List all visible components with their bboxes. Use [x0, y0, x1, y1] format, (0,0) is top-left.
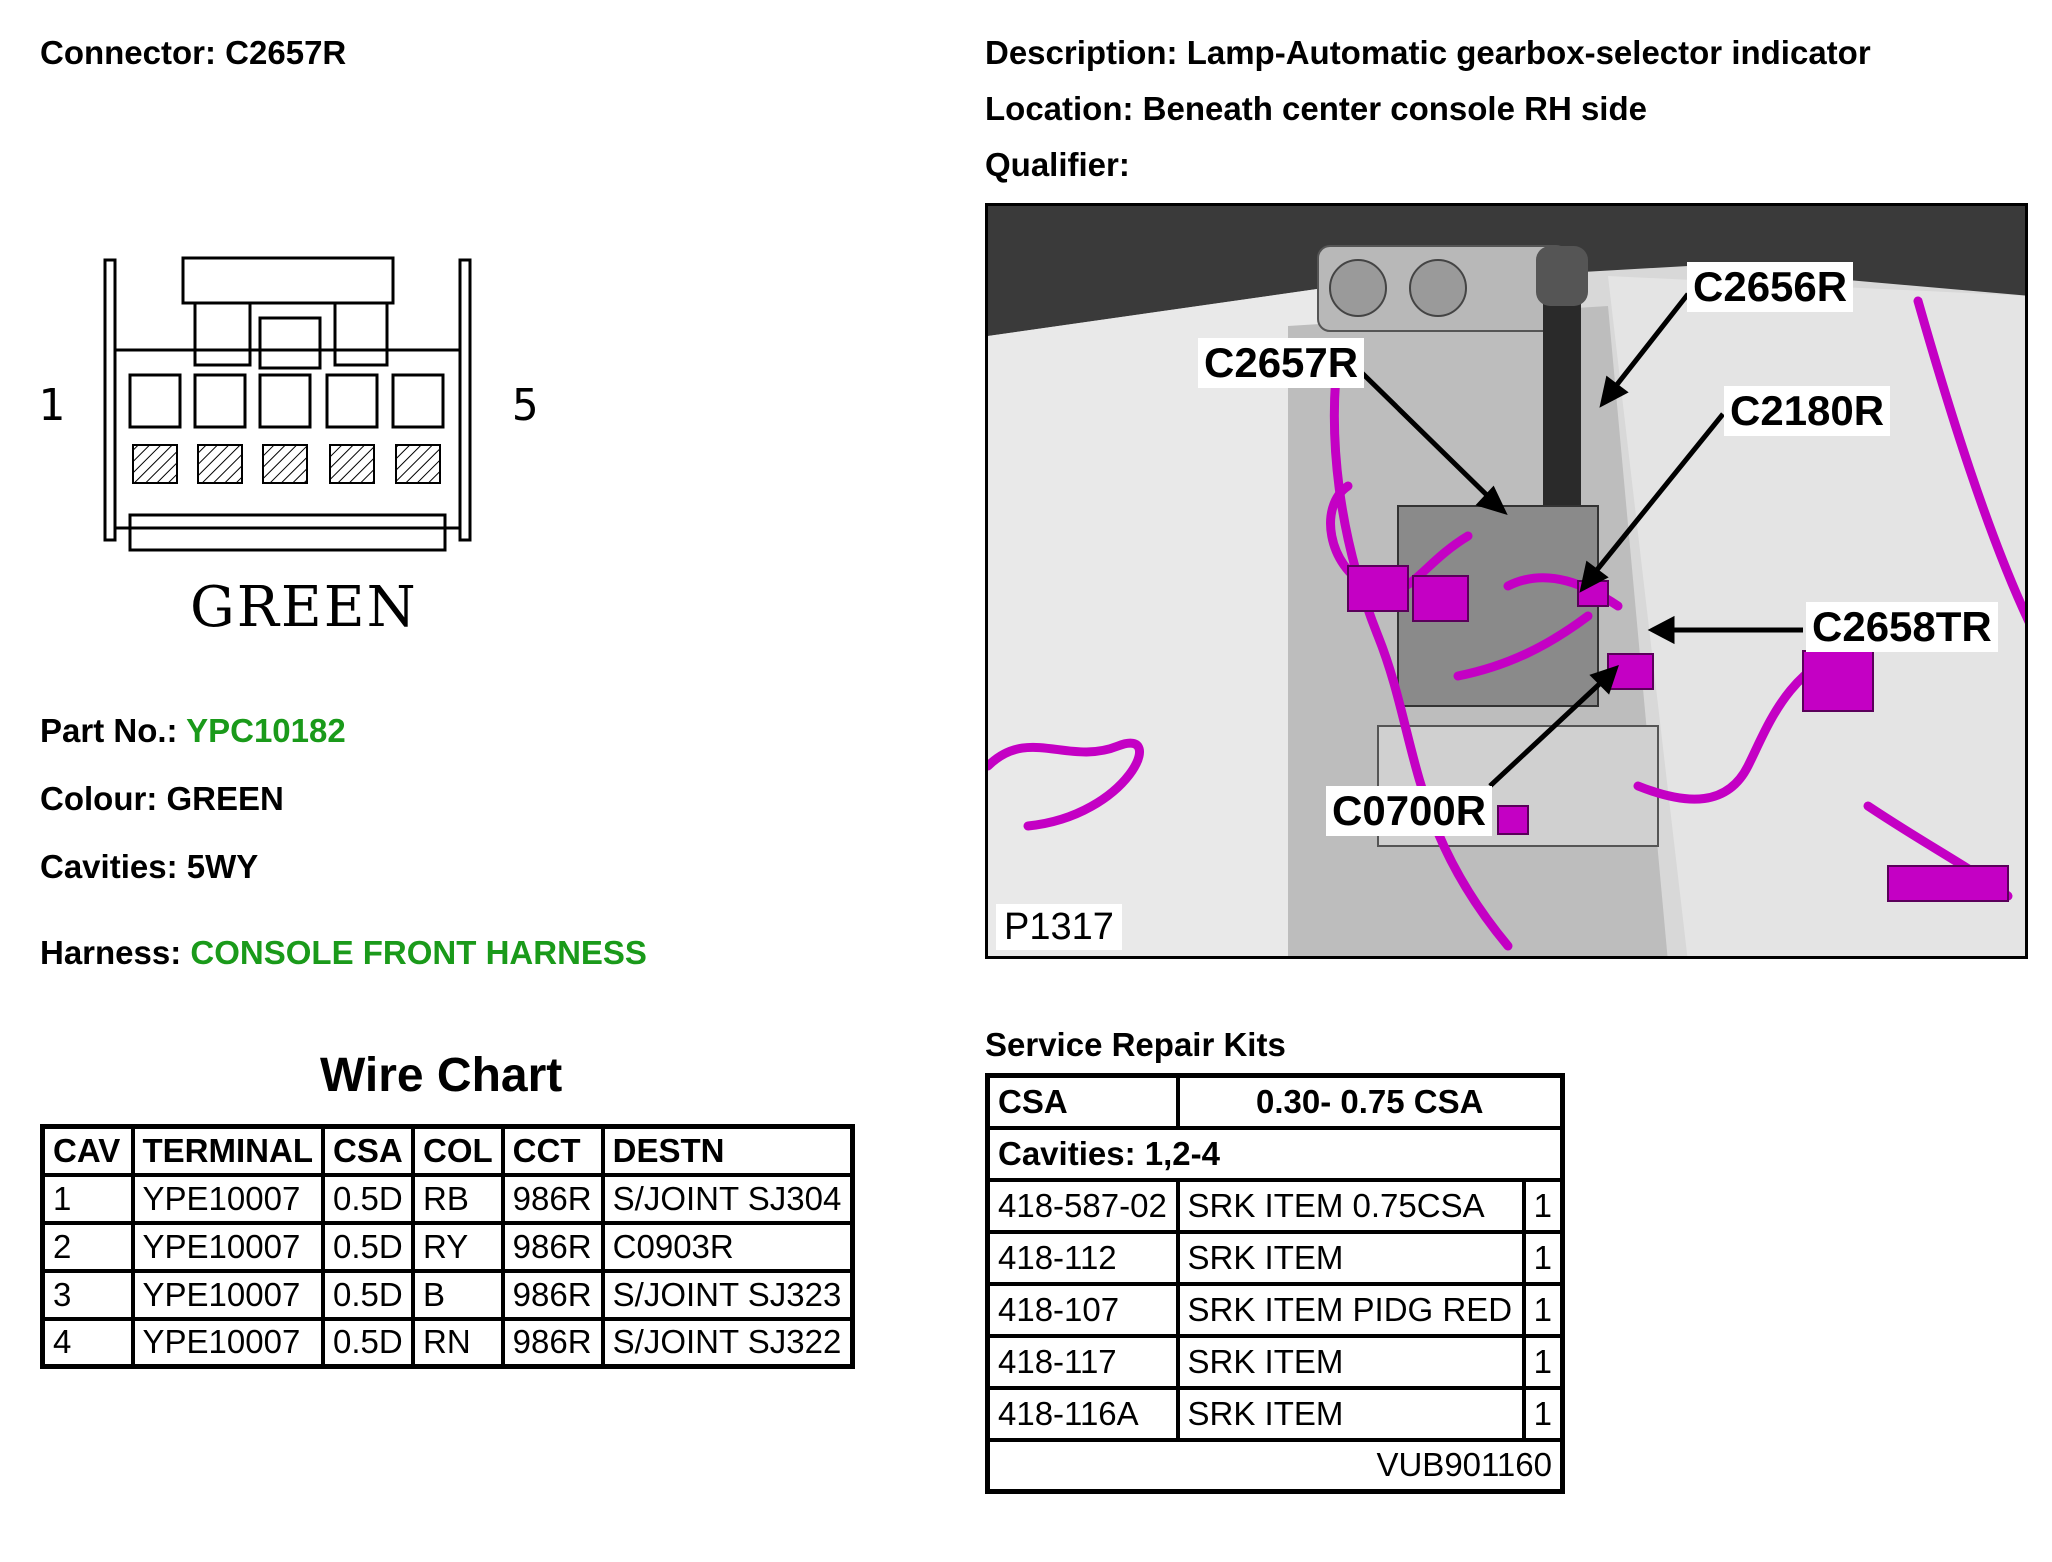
- qualifier-label: Qualifier:: [985, 146, 1130, 183]
- table-row: [988, 1388, 1563, 1440]
- qualifier-line: [985, 146, 1130, 184]
- callout-c2658tr: C2658TR: [1806, 602, 1998, 652]
- callout-c2656r: C2656R: [1687, 262, 1853, 312]
- cell-terminal: YPE10007: [133, 1319, 323, 1367]
- table-row: [988, 1284, 1563, 1336]
- location-photo: [985, 203, 2028, 959]
- cell-cav: 1: [43, 1175, 133, 1223]
- harness-label: Harness:: [40, 934, 182, 971]
- cell-cav: 2: [43, 1223, 133, 1271]
- part-no-line: [40, 712, 346, 750]
- table-row: [43, 1175, 853, 1223]
- cell-csa: 0.5D: [323, 1319, 413, 1367]
- srk-footer-code: VUB901160: [988, 1440, 1563, 1492]
- cell-destn: S/JOINT SJ323: [603, 1271, 853, 1319]
- srk-description: SRK ITEM PIDG RED: [1178, 1284, 1524, 1336]
- srk-cavities: Cavities: 1,2-4: [988, 1128, 1563, 1180]
- srk-part-number: 418-116A: [988, 1388, 1178, 1440]
- wire-chart-table: [40, 1124, 855, 1369]
- header-csa: CSA: [323, 1127, 413, 1175]
- srk-part-number: 418-587-02: [988, 1180, 1178, 1232]
- colour-label: Colour:: [40, 780, 158, 817]
- cell-col: RN: [413, 1319, 503, 1367]
- wire-chart-title: Wire Chart: [320, 1049, 563, 1102]
- table-row: [988, 1232, 1563, 1284]
- srk-description: SRK ITEM: [1178, 1388, 1524, 1440]
- callout-c2180r: C2180R: [1724, 386, 1890, 436]
- srk-part-number: 418-112: [988, 1232, 1178, 1284]
- cell-col: RY: [413, 1223, 503, 1271]
- connector-colour-label: GREEN: [190, 575, 418, 640]
- connector-body: [115, 350, 460, 528]
- vehicle-interior-illustration: [988, 206, 2028, 959]
- cell-cct: 986R: [503, 1223, 603, 1271]
- cell-csa: 0.5D: [323, 1175, 413, 1223]
- cell-terminal: YPE10007: [133, 1175, 323, 1223]
- cell-csa: 0.5D: [323, 1271, 413, 1319]
- srk-qty: 1: [1524, 1388, 1563, 1440]
- table-row: [988, 1336, 1563, 1388]
- pin-5-label: 5: [512, 380, 539, 431]
- description-label: Description:: [985, 34, 1178, 71]
- cell-destn: S/JOINT SJ304: [603, 1175, 853, 1223]
- srk-footer-row: [988, 1440, 1563, 1492]
- srk-qty: 1: [1524, 1232, 1563, 1284]
- connector-label: Connector:: [40, 34, 216, 71]
- cell-col: B: [413, 1271, 503, 1319]
- location-value: Beneath center console RH side: [1142, 90, 1647, 127]
- cell-terminal: YPE10007: [133, 1271, 323, 1319]
- cavities-value: 5WY: [186, 848, 259, 885]
- cavities-label: Cavities:: [40, 848, 178, 885]
- header-col: COL: [413, 1127, 503, 1175]
- header-destn: DESTN: [603, 1127, 853, 1175]
- srk-table: [985, 1073, 1565, 1494]
- srk-description: SRK ITEM: [1178, 1232, 1524, 1284]
- srk-qty: 1: [1524, 1180, 1563, 1232]
- header-terminal: TERMINAL: [133, 1127, 323, 1175]
- harness-line: [40, 934, 647, 972]
- cavities-line: [40, 848, 258, 886]
- part-no-label: Part No.:: [40, 712, 178, 749]
- table-row: [43, 1223, 853, 1271]
- srk-part-number: 418-117: [988, 1336, 1178, 1388]
- cell-destn: C0903R: [603, 1223, 853, 1271]
- srk-csa-row: [988, 1076, 1563, 1128]
- location-line: [985, 90, 1647, 128]
- srk-csa-value: 0.30- 0.75 CSA: [1178, 1076, 1563, 1128]
- pin-1-label: 1: [38, 380, 65, 431]
- callout-c0700r: C0700R: [1326, 786, 1492, 836]
- cell-destn: S/JOINT SJ322: [603, 1319, 853, 1367]
- srk-qty: 1: [1524, 1284, 1563, 1336]
- cell-col: RB: [413, 1175, 503, 1223]
- header-cct: CCT: [503, 1127, 603, 1175]
- connector-line: [40, 34, 346, 72]
- part-no-value: YPC10182: [186, 712, 346, 749]
- wire-chart-header-row: [43, 1127, 853, 1175]
- srk-csa-label: CSA: [988, 1076, 1178, 1128]
- description-line: [985, 34, 1871, 72]
- cell-cav: 4: [43, 1319, 133, 1367]
- harness-value: CONSOLE FRONT HARNESS: [190, 934, 647, 971]
- table-row: [43, 1271, 853, 1319]
- cell-csa: 0.5D: [323, 1223, 413, 1271]
- colour-line: [40, 780, 284, 818]
- cell-cct: 986R: [503, 1319, 603, 1367]
- picture-number: P1317: [996, 904, 1122, 950]
- cell-cav: 3: [43, 1271, 133, 1319]
- header-cav: CAV: [43, 1127, 133, 1175]
- location-label: Location:: [985, 90, 1134, 127]
- srk-cavities-row: [988, 1128, 1563, 1180]
- table-row: [43, 1319, 853, 1367]
- colour-value: GREEN: [166, 780, 284, 817]
- srk-qty: 1: [1524, 1336, 1563, 1388]
- callout-c2657r: C2657R: [1198, 338, 1364, 388]
- cell-cct: 986R: [503, 1271, 603, 1319]
- cell-cct: 986R: [503, 1175, 603, 1223]
- srk-description: SRK ITEM 0.75CSA: [1178, 1180, 1524, 1232]
- connector-face-diagram: [95, 250, 485, 560]
- srk-part-number: 418-107: [988, 1284, 1178, 1336]
- table-row: [988, 1180, 1563, 1232]
- srk-description: SRK ITEM: [1178, 1336, 1524, 1388]
- srk-title: Service Repair Kits: [985, 1026, 1286, 1063]
- cell-terminal: YPE10007: [133, 1223, 323, 1271]
- connector-value: C2657R: [225, 34, 347, 71]
- description-value: Lamp-Automatic gearbox-selector indicator: [1186, 34, 1871, 71]
